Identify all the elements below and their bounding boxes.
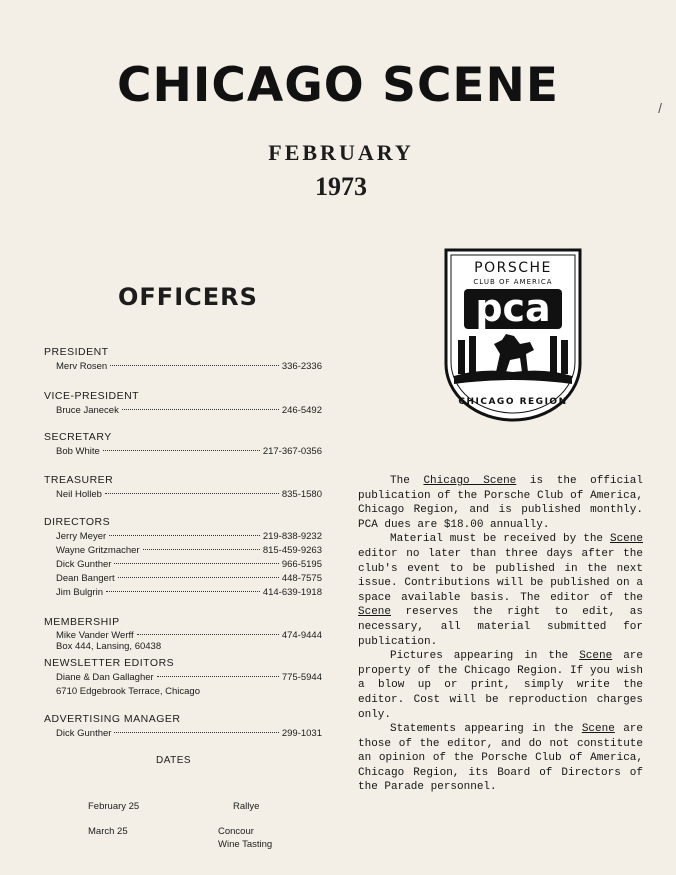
officer-phone: 336-2336 (281, 361, 322, 372)
officer-name: Neil Holleb (56, 489, 102, 500)
officer-name: Diane & Dan Gallagher (56, 672, 154, 683)
event-date: February 25 (88, 801, 140, 812)
officer-phone: 966-5195 (281, 559, 322, 570)
vice-president-entry (56, 405, 322, 416)
event-name: Concour (218, 826, 254, 837)
advertising-title: ADVERTISING MANAGER (44, 713, 181, 725)
masthead-title: CHICAGO SCENE (117, 58, 559, 113)
officer-phone: 414-639-1918 (262, 587, 322, 598)
secretary-title: SECRETARY (44, 431, 112, 443)
notice-paragraph: The Chicago Scene is the official publication of the Porsche Club of America, Chicago Region, and is published monthly. PCA dues are $18.00 annually. (358, 475, 643, 531)
treasurer-title: TREASURER (44, 474, 114, 486)
treasurer-entry (56, 489, 322, 500)
vice-president-title: VICE-PRESIDENT (44, 390, 140, 402)
officer-name: Mike Vander Werff (56, 630, 134, 641)
issue-month: FEBRUARY (268, 140, 414, 165)
directors-title: DIRECTORS (44, 516, 111, 528)
officer-name: Jerry Meyer (56, 531, 107, 542)
logo-top-text: PORSCHE (474, 260, 552, 276)
event-name-second-line: Wine Tasting (218, 839, 273, 850)
membership-title: MEMBERSHIP (44, 616, 120, 628)
director-entry (56, 587, 322, 598)
officer-phone: 835-1580 (281, 489, 322, 500)
officers-heading: OFFICERS (118, 283, 258, 311)
officer-phone: 217-367-0356 (262, 446, 322, 457)
membership-address: Box 444, Lansing, 60438 (56, 641, 162, 652)
director-entry (56, 531, 322, 542)
newsletter-address: 6710 Edgebrook Terrace, Chicago (56, 686, 201, 697)
secretary-entry (56, 446, 322, 457)
advertising-entry (56, 728, 322, 739)
officer-phone: 246-5492 (281, 405, 322, 416)
officer-name: Bruce Janecek (56, 405, 119, 416)
officer-name: Bob White (56, 446, 100, 457)
officer-name: Dean Bangert (56, 573, 115, 584)
officer-phone: 299-1031 (281, 728, 322, 739)
officer-phone: 775-5944 (281, 672, 322, 683)
officer-name: Wayne Gritzmacher (56, 545, 140, 556)
dates-heading: DATES (156, 755, 192, 766)
president-entry (56, 361, 322, 372)
pca-logo (440, 244, 586, 424)
notice-paragraph: Statements appearing in the Scene are those of the editor, and do not constitute an opinion of the Porsche Club of America, Chicago Region, its Board of Directors of the Parade personnel. (358, 723, 643, 794)
officer-name: Merv Rosen (56, 361, 108, 372)
corner-mark: / (658, 100, 662, 116)
president-title: PRESIDENT (44, 346, 109, 358)
officer-phone: 815-459-9263 (262, 545, 322, 556)
logo-letters: pca (475, 286, 551, 330)
logo-bottom-text: CHICAGO REGION (458, 397, 568, 407)
director-entry (56, 559, 322, 570)
event-name: Rallye (233, 801, 260, 812)
officer-phone: 219-838-9232 (262, 531, 322, 542)
officer-phone: 448-7575 (281, 573, 322, 584)
officer-phone: 474-9444 (281, 630, 322, 641)
officer-name: Dick Gunther (56, 559, 112, 570)
notice-paragraph: Pictures appearing in the Scene are property of the Chicago Region. If you wish a blow up or print, simply write the editor. Cost will be reproduction charges only. (358, 650, 643, 721)
event-date: March 25 (88, 826, 128, 837)
newsletter-title: NEWSLETTER EDITORS (44, 657, 175, 669)
membership-entry (56, 630, 322, 641)
newsletter-entry (56, 672, 322, 683)
director-entry (56, 573, 322, 584)
officer-name: Jim Bulgrin (56, 587, 103, 598)
logo-sub-text: CLUB OF AMERICA (473, 278, 553, 286)
notice-paragraph: Material must be received by the Scene editor no later than three days after the club's event to be published in the next issue. Contributions will be published on a space available basis. The editor of the Scene reserves the right to edit, as necessary, all material submitted for publication. (358, 533, 643, 648)
director-entry (56, 545, 322, 556)
officer-name: Dick Gunther (56, 728, 112, 739)
issue-year: 1973 (315, 172, 367, 201)
publication-notice (358, 474, 643, 795)
